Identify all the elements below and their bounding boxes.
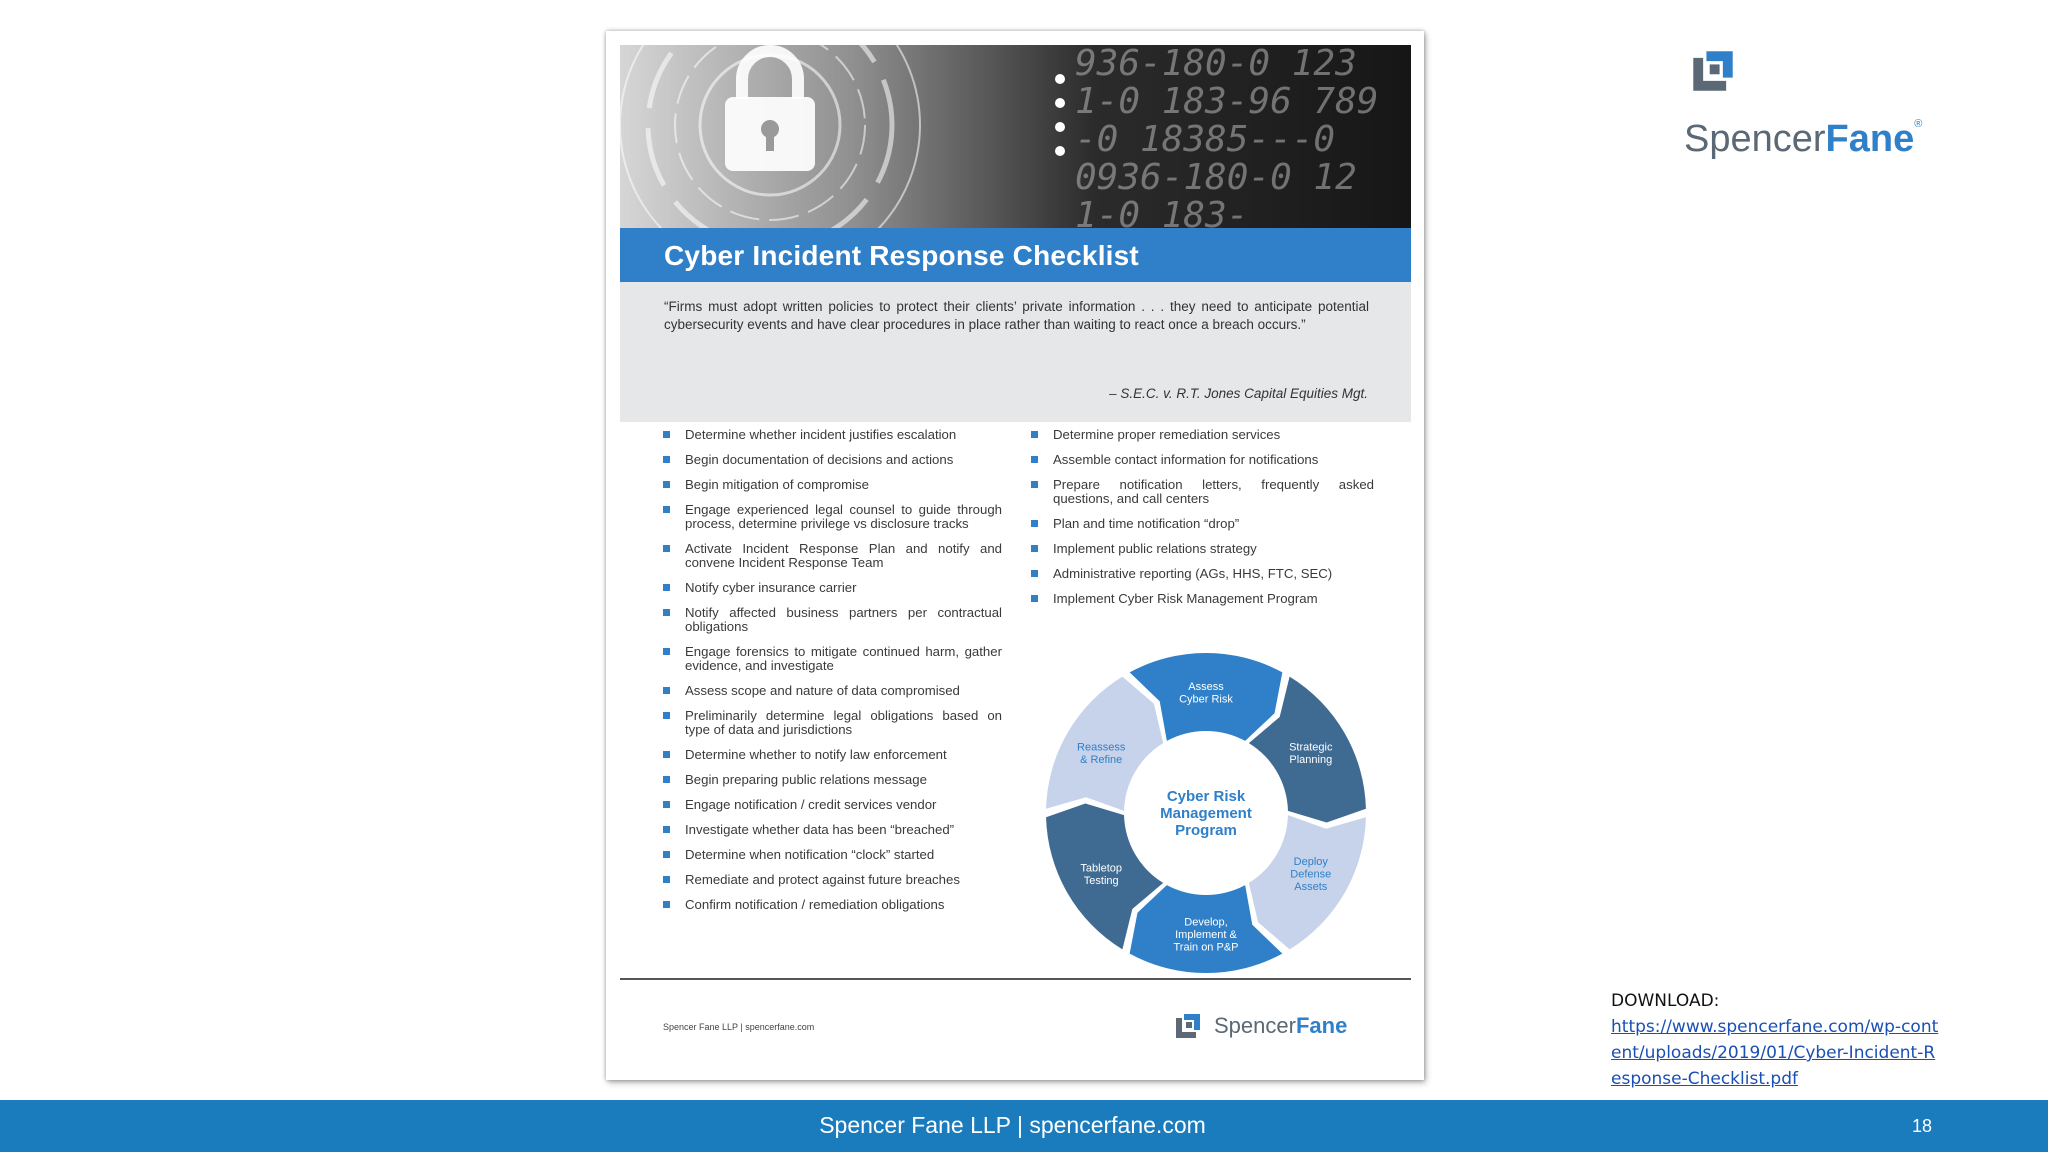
- square-bullet-icon: [663, 712, 670, 719]
- square-bullet-icon: [663, 901, 670, 908]
- checklist-right-column: [1031, 428, 1374, 617]
- checklist-item: [1031, 542, 1374, 556]
- checklist-item-text: Engage experienced legal counsel to guide through process, determine privilege vs disclosure tracks: [685, 502, 1002, 531]
- checklist-item-text: Engage notification / credit services vendor: [685, 797, 937, 812]
- square-bullet-icon: [663, 876, 670, 883]
- cycle-segment-label: Strategic Planning: [1289, 741, 1333, 766]
- square-bullet-icon: [663, 776, 670, 783]
- checklist-item-text: Activate Incident Response Plan and notify and convene Incident Response Team: [685, 541, 1002, 570]
- checklist-item: [663, 798, 1002, 812]
- cycle-center-label: Cyber Risk Management Program: [1160, 788, 1252, 839]
- checklist-item-text: Preliminarily determine legal obligations based on type of data and jurisdictions: [685, 708, 1002, 737]
- checklist-item: [663, 748, 1002, 762]
- hero-digit-row: 1-0 183-96 789: [1075, 81, 1379, 122]
- square-bullet-icon: [663, 545, 670, 552]
- square-bullet-icon: [663, 851, 670, 858]
- checklist-item-text: Notify cyber insurance carrier: [685, 580, 857, 595]
- hero-digit-row: 0936-180-0 12: [1075, 157, 1357, 198]
- square-bullet-icon: [663, 431, 670, 438]
- checklist-item-text: Implement Cyber Risk Management Program: [1053, 591, 1318, 606]
- cycle-segment-label: Reassess & Refine: [1077, 741, 1126, 766]
- checklist-item: [1031, 453, 1374, 467]
- spencer-fane-mark-icon: [1174, 1012, 1202, 1040]
- checklist-item: [663, 478, 1002, 492]
- checklist-item: [663, 898, 1002, 912]
- quote-attribution: – S.E.C. v. R.T. Jones Capital Equities Mgt.: [1109, 386, 1368, 401]
- cycle-segment-label: Develop, Implement & Train on P&P: [1173, 916, 1239, 954]
- brand-wordmark: SpencerFane®: [1684, 118, 1923, 160]
- cycle-segment-label: Assess Cyber Risk: [1179, 680, 1233, 706]
- cyber-risk-cycle-diagram: [1031, 621, 1403, 1011]
- quote-box: [620, 282, 1411, 422]
- checklist-item: [663, 606, 1002, 634]
- checklist-item-text: Determine when notification “clock” started: [685, 847, 935, 862]
- square-bullet-icon: [1031, 595, 1038, 602]
- checklist-item: [663, 848, 1002, 862]
- checklist-item-text: Investigate whether data has been “breached”: [685, 822, 955, 837]
- checklist-item: [663, 453, 1002, 467]
- cycle-segment-label: Tabletop Testing: [1080, 862, 1123, 887]
- checklist-item-text: Begin mitigation of compromise: [685, 477, 869, 492]
- checklist-item-text: Begin documentation of decisions and actions: [685, 452, 954, 467]
- checklist-item: [1031, 428, 1374, 442]
- checklist-item-text: Assess scope and nature of data compromised: [685, 683, 960, 698]
- square-bullet-icon: [663, 801, 670, 808]
- checklist-item-text: Determine whether incident justifies escalation: [685, 427, 957, 442]
- checklist-document-page: [606, 31, 1424, 1080]
- square-bullet-icon: [663, 584, 670, 591]
- square-bullet-icon: [663, 609, 670, 616]
- checklist-item: [663, 873, 1002, 887]
- hero-digit-rows: [1075, 45, 1411, 228]
- square-bullet-icon: [663, 456, 670, 463]
- spencer-fane-mark-icon: [1690, 48, 1736, 94]
- square-bullet-icon: [1031, 520, 1038, 527]
- square-bullet-icon: [663, 648, 670, 655]
- checklist-item: [663, 542, 1002, 570]
- document-logo-wordmark: SpencerFane: [1214, 1013, 1348, 1038]
- slide-footer-bar: [0, 1100, 2048, 1152]
- checklist-left-column: [663, 428, 1002, 923]
- hero-lock-image: [620, 45, 1411, 228]
- checklist-item: [1031, 478, 1374, 506]
- checklist-item-text: Notify affected business partners per contractual obligations: [685, 605, 1002, 634]
- square-bullet-icon: [1031, 481, 1038, 488]
- checklist-item-text: Engage forensics to mitigate continued harm, gather evidence, and investigate: [685, 644, 1002, 673]
- square-bullet-icon: [663, 826, 670, 833]
- square-bullet-icon: [663, 687, 670, 694]
- checklist-item: [663, 645, 1002, 673]
- document-logo: [1174, 1011, 1347, 1041]
- checklist-item-text: Remediate and protect against future breaches: [685, 872, 960, 887]
- checklist-title-bar: [620, 228, 1411, 282]
- cycle-segment-label: Deploy Defense Assets: [1290, 856, 1332, 893]
- checklist-item-text: Assemble contact information for notifications: [1053, 452, 1319, 467]
- checklist-item: [663, 773, 1002, 787]
- checklist-item: [1031, 517, 1374, 531]
- checklist-item: [1031, 567, 1374, 581]
- download-link[interactable]: https://www.spencerfane.com/wp-content/uploads/2019/01/Cyber-Incident-Response-Checklist.pdf: [1611, 1017, 1939, 1089]
- checklist-item: [1031, 592, 1374, 606]
- checklist-item-text: Begin preparing public relations message: [685, 772, 927, 787]
- document-footer-text: Spencer Fane LLP | spencerfane.com: [663, 1022, 815, 1032]
- checklist-title: Cyber Incident Response Checklist: [664, 240, 1139, 271]
- checklist-item-text: Determine proper remediation services: [1053, 427, 1281, 442]
- square-bullet-icon: [1031, 570, 1038, 577]
- square-bullet-icon: [1031, 456, 1038, 463]
- square-bullet-icon: [663, 481, 670, 488]
- footer-divider: [620, 978, 1411, 980]
- quote-text: “Firms must adopt written policies to protect their clients’ private information . . . they need to anticipate potential cybersecurity events and have clear procedures in place rather than waiting to react once a breach occurs.”: [664, 299, 1369, 332]
- checklist-item: [663, 709, 1002, 737]
- hero-digit-row: -0 18385---0: [1075, 119, 1336, 160]
- checklist-item: [663, 428, 1002, 442]
- square-bullet-icon: [1031, 545, 1038, 552]
- slide-footer-text: Spencer Fane LLP | spencerfane.com: [819, 1112, 1206, 1138]
- slide-number: 18: [1912, 1116, 1933, 1136]
- checklist-item: [663, 684, 1002, 698]
- checklist-item: [663, 503, 1002, 531]
- checklist-item: [663, 823, 1002, 837]
- hero-digit-row: 1-0 183-: [1075, 195, 1249, 228]
- download-note: [1611, 988, 1941, 1092]
- download-label: DOWNLOAD:: [1611, 991, 1720, 1011]
- square-bullet-icon: [663, 506, 670, 513]
- checklist-item: [663, 581, 1002, 595]
- checklist-item-text: Determine whether to notify law enforcement: [685, 747, 947, 762]
- square-bullet-icon: [1031, 431, 1038, 438]
- checklist-item-text: Confirm notification / remediation obligations: [685, 897, 945, 912]
- hero-digit-row: 936-180-0 123: [1075, 45, 1357, 84]
- checklist-item-text: Implement public relations strategy: [1053, 541, 1257, 556]
- checklist-item-text: Administrative reporting (AGs, HHS, FTC, SEC): [1053, 566, 1333, 581]
- square-bullet-icon: [663, 751, 670, 758]
- checklist-item-text: Plan and time notification “drop”: [1053, 516, 1240, 531]
- checklist-item-text: Prepare notification letters, frequently asked questions, and call centers: [1053, 477, 1374, 506]
